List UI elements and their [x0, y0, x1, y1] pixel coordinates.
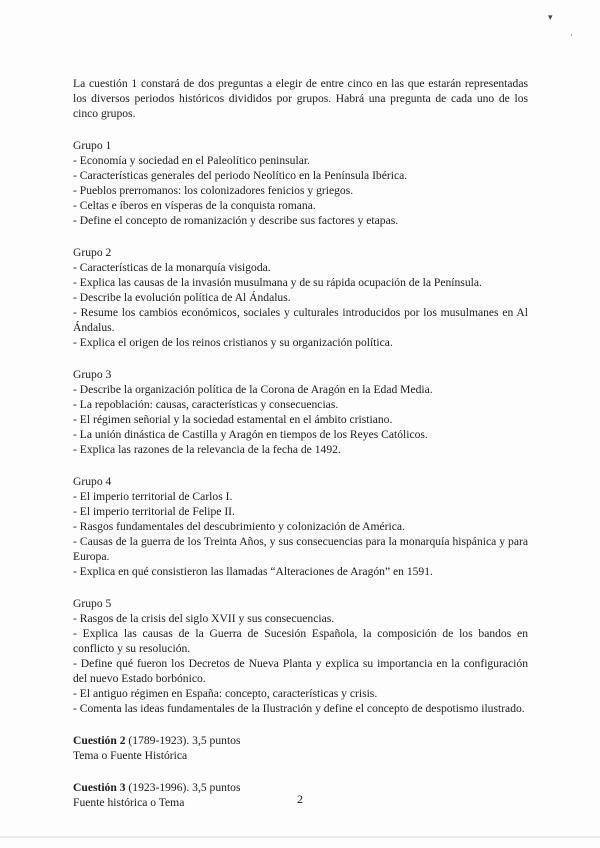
topic-item: - Explica en qué consistieron las llamadas “Alteraciones de Aragón” en 1591.: [73, 565, 433, 578]
topic-item: - Describe la evolución política de Al Ándalus.: [73, 291, 291, 304]
group-topic-list: [73, 382, 528, 457]
cuestion-detail: (1923-1996). 3,5 puntos: [125, 781, 241, 794]
cuestion-heading: [73, 733, 528, 748]
cuestion-detail: (1789-1923). 3,5 puntos: [125, 734, 241, 747]
topic-item: - Describe la organización política de la Corona de Aragón en la Edad Media.: [73, 383, 433, 396]
cuestion-label: Cuestión 3: [73, 781, 126, 794]
group-block: [73, 596, 528, 716]
group-title: Grupo 1: [73, 139, 112, 152]
topic-item: - Explica el origen de los reinos cristianos y su organización política.: [73, 336, 393, 349]
topic-item: - Características generales del periodo Neolítico en la Península Ibérica.: [73, 169, 408, 182]
topic-item: - Celtas e íberos en vísperas de la conquista romana.: [73, 199, 316, 212]
groups-section: [73, 138, 528, 716]
cuestion-label: Cuestión 2: [73, 734, 126, 747]
topic-item: - Características de la monarquía visigoda.: [73, 261, 271, 274]
group-topic-list: [73, 489, 528, 579]
group-title: Grupo 3: [73, 368, 112, 381]
group-title: Grupo 4: [73, 475, 112, 488]
topic-item: - Economía y sociedad en el Paleolítico peninsular.: [73, 154, 310, 167]
topic-item: - Rasgos de la crisis del siglo XVII y sus consecuencias.: [73, 612, 335, 625]
group-block: [73, 367, 528, 457]
topic-item: - Define el concepto de romanización y describe sus factores y etapas.: [73, 214, 399, 227]
document-body: [73, 76, 528, 827]
page-number: 2: [297, 792, 303, 806]
topic-item: - Rasgos fundamentales del descubrimiento y colonización de América.: [73, 520, 405, 533]
page-edge: [0, 836, 600, 838]
topic-item: - Pueblos prerromanos: los colonizadores fenicios y griegos.: [73, 184, 354, 197]
group-topic-list: [73, 260, 528, 350]
topic-item: - La unión dinástica de Castilla y Aragón en tiempos de los Reyes Católicos.: [73, 428, 428, 441]
topic-item: - Explica las causas de la Guerra de Sucesión Española, la composición de los bandos en conflicto y su resolución.: [73, 627, 528, 655]
topic-item: - El régimen señorial y la sociedad estamental en el ámbito cristiano.: [73, 413, 393, 426]
group-topic-list: [73, 611, 528, 716]
topic-item: - Resume los cambios económicos, sociales y culturales introducidos por los musulmanes en Al Ándalus.: [73, 306, 528, 334]
cuestion-block: [73, 733, 528, 763]
group-topic-list: [73, 153, 528, 228]
cuestion-type: Tema o Fuente Histórica: [73, 749, 188, 762]
topic-item: - Explica las razones de la relevancia de la fecha de 1492.: [73, 443, 341, 456]
scan-mark: ▾: [548, 12, 553, 22]
topic-item: - Explica las causas de la invasión musulmana y de su rápida ocupación de la Península.: [73, 276, 482, 289]
group-block: [73, 245, 528, 350]
topic-item: - Causas de la guerra de los Treinta Años, y sus consecuencias para la monarquía hispánica y para Europa.: [73, 535, 528, 563]
topic-item: - Define qué fueron los Decretos de Nueva Planta y explica su importancia en la configuración del nuevo Estado borbónico.: [73, 657, 528, 685]
group-title: Grupo 5: [73, 597, 112, 610]
topic-item: - El imperio territorial de Felipe II.: [73, 505, 235, 518]
topic-item: - Comenta las ideas fundamentales de la Ilustración y define el concepto de despotismo ilustrado.: [73, 702, 525, 715]
group-block: [73, 474, 528, 579]
topic-item: - El imperio territorial de Carlos I.: [73, 490, 233, 503]
topic-item: - La repoblación: causas, características y consecuencias.: [73, 398, 339, 411]
scan-mark: ·: [570, 30, 573, 40]
intro-paragraph: La cuestión 1 constará de dos preguntas a elegir de entre cinco en las que estarán representadas los diversos periodos históricos divididos por grupos. Habrá una pregunta de cada uno de los cinco grupos.: [73, 77, 528, 120]
topic-item: - El antiguo régimen en España: concepto, características y crisis.: [73, 687, 378, 700]
group-title: Grupo 2: [73, 246, 112, 259]
group-block: [73, 138, 528, 228]
cuestion-type: Fuente histórica o Tema: [73, 796, 185, 809]
